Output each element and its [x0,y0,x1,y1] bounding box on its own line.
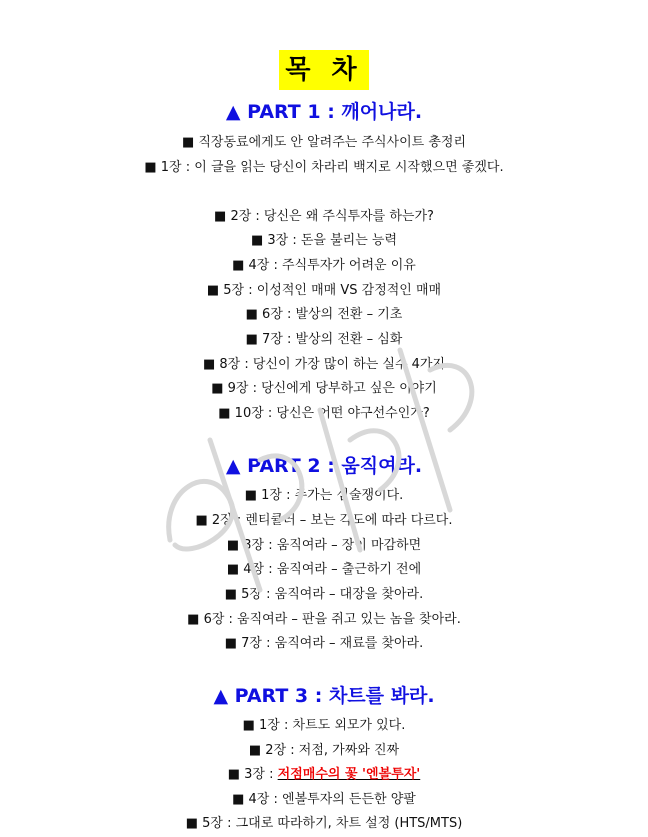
toc-item: ■ 4장 : 엔볼투자의 든든한 양팔 [232,792,416,807]
toc-item: ■ 5장 : 움직여라 – 대장을 찾아라. [224,587,424,602]
toc-item: ■ 1장 : 이 글을 읽는 당신이 차라리 백지로 시작했으면 좋겠다. [144,160,504,175]
toc-item: ■ 5장 : 이성적인 매매 VS 감정적인 매매 [206,283,442,298]
part-2-heading: ▲ PART 2 : 움직여라. [225,455,423,477]
toc-item: ■ 1장 : 차트도 외모가 있다. [242,718,406,733]
toc-item: ■ 1장 : 주가는 심술쟁이다. [244,488,404,503]
toc-item: ■ 4장 : 주식투자가 어려운 이유 [232,258,416,273]
toc-item: ■ 3장 : 움직여라 – 장이 마감하면 [226,538,422,553]
toc-item-prefix: ■ 3장 : [227,767,278,782]
part-1-heading: ▲ PART 1 : 깨어나라. [225,101,423,123]
toc-item: ■ 4장 : 움직여라 – 출근하기 전에 [226,562,422,577]
toc-item: ■ 2장 : 저점, 가짜와 진짜 [248,743,400,758]
toc-item: ■ 5장 : 그대로 따라하기, 차트 설정 (HTS/MTS) [185,816,463,831]
part-3-heading: ▲ PART 3 : 차트를 봐라. [213,685,435,707]
toc-item: ■ 2장 : 렌티큘러 – 보는 각도에 따라 다르다. [195,513,453,528]
toc-item: ■ 6장 : 움직여라 – 판을 쥐고 있는 놈을 찾아라. [187,612,461,627]
toc-item: ■ 6장 : 발상의 전환 – 기초 [245,307,403,322]
toc-item: ■ 10장 : 당신은 어떤 야구선수인가? [218,406,430,421]
toc-item: ■ 직장동료에게도 안 알려주는 주식사이트 총정리 [181,135,467,150]
toc-item: ■ 9장 : 당신에게 당부하고 싶은 이야기 [211,381,437,396]
toc-item: ■ 7장 : 발상의 전환 – 심화 [245,332,403,347]
page-title: 목 차 [279,50,368,90]
toc-item-highlight-row [0,766,648,784]
toc-item: ■ 3장 : 돈을 불리는 능력 [250,233,398,248]
toc-item: ■ 7장 : 움직여라 – 재료를 찾아라. [224,636,424,651]
highlight-text: 저점매수의 꽃 '엔볼투자' [277,767,421,782]
toc-item: ■ 8장 : 당신이 가장 많이 하는 실수 4가지 [202,357,446,372]
toc-item: ■ 2장 : 당신은 왜 주식투자를 하는가? [214,209,434,224]
title-wrap [0,50,648,90]
